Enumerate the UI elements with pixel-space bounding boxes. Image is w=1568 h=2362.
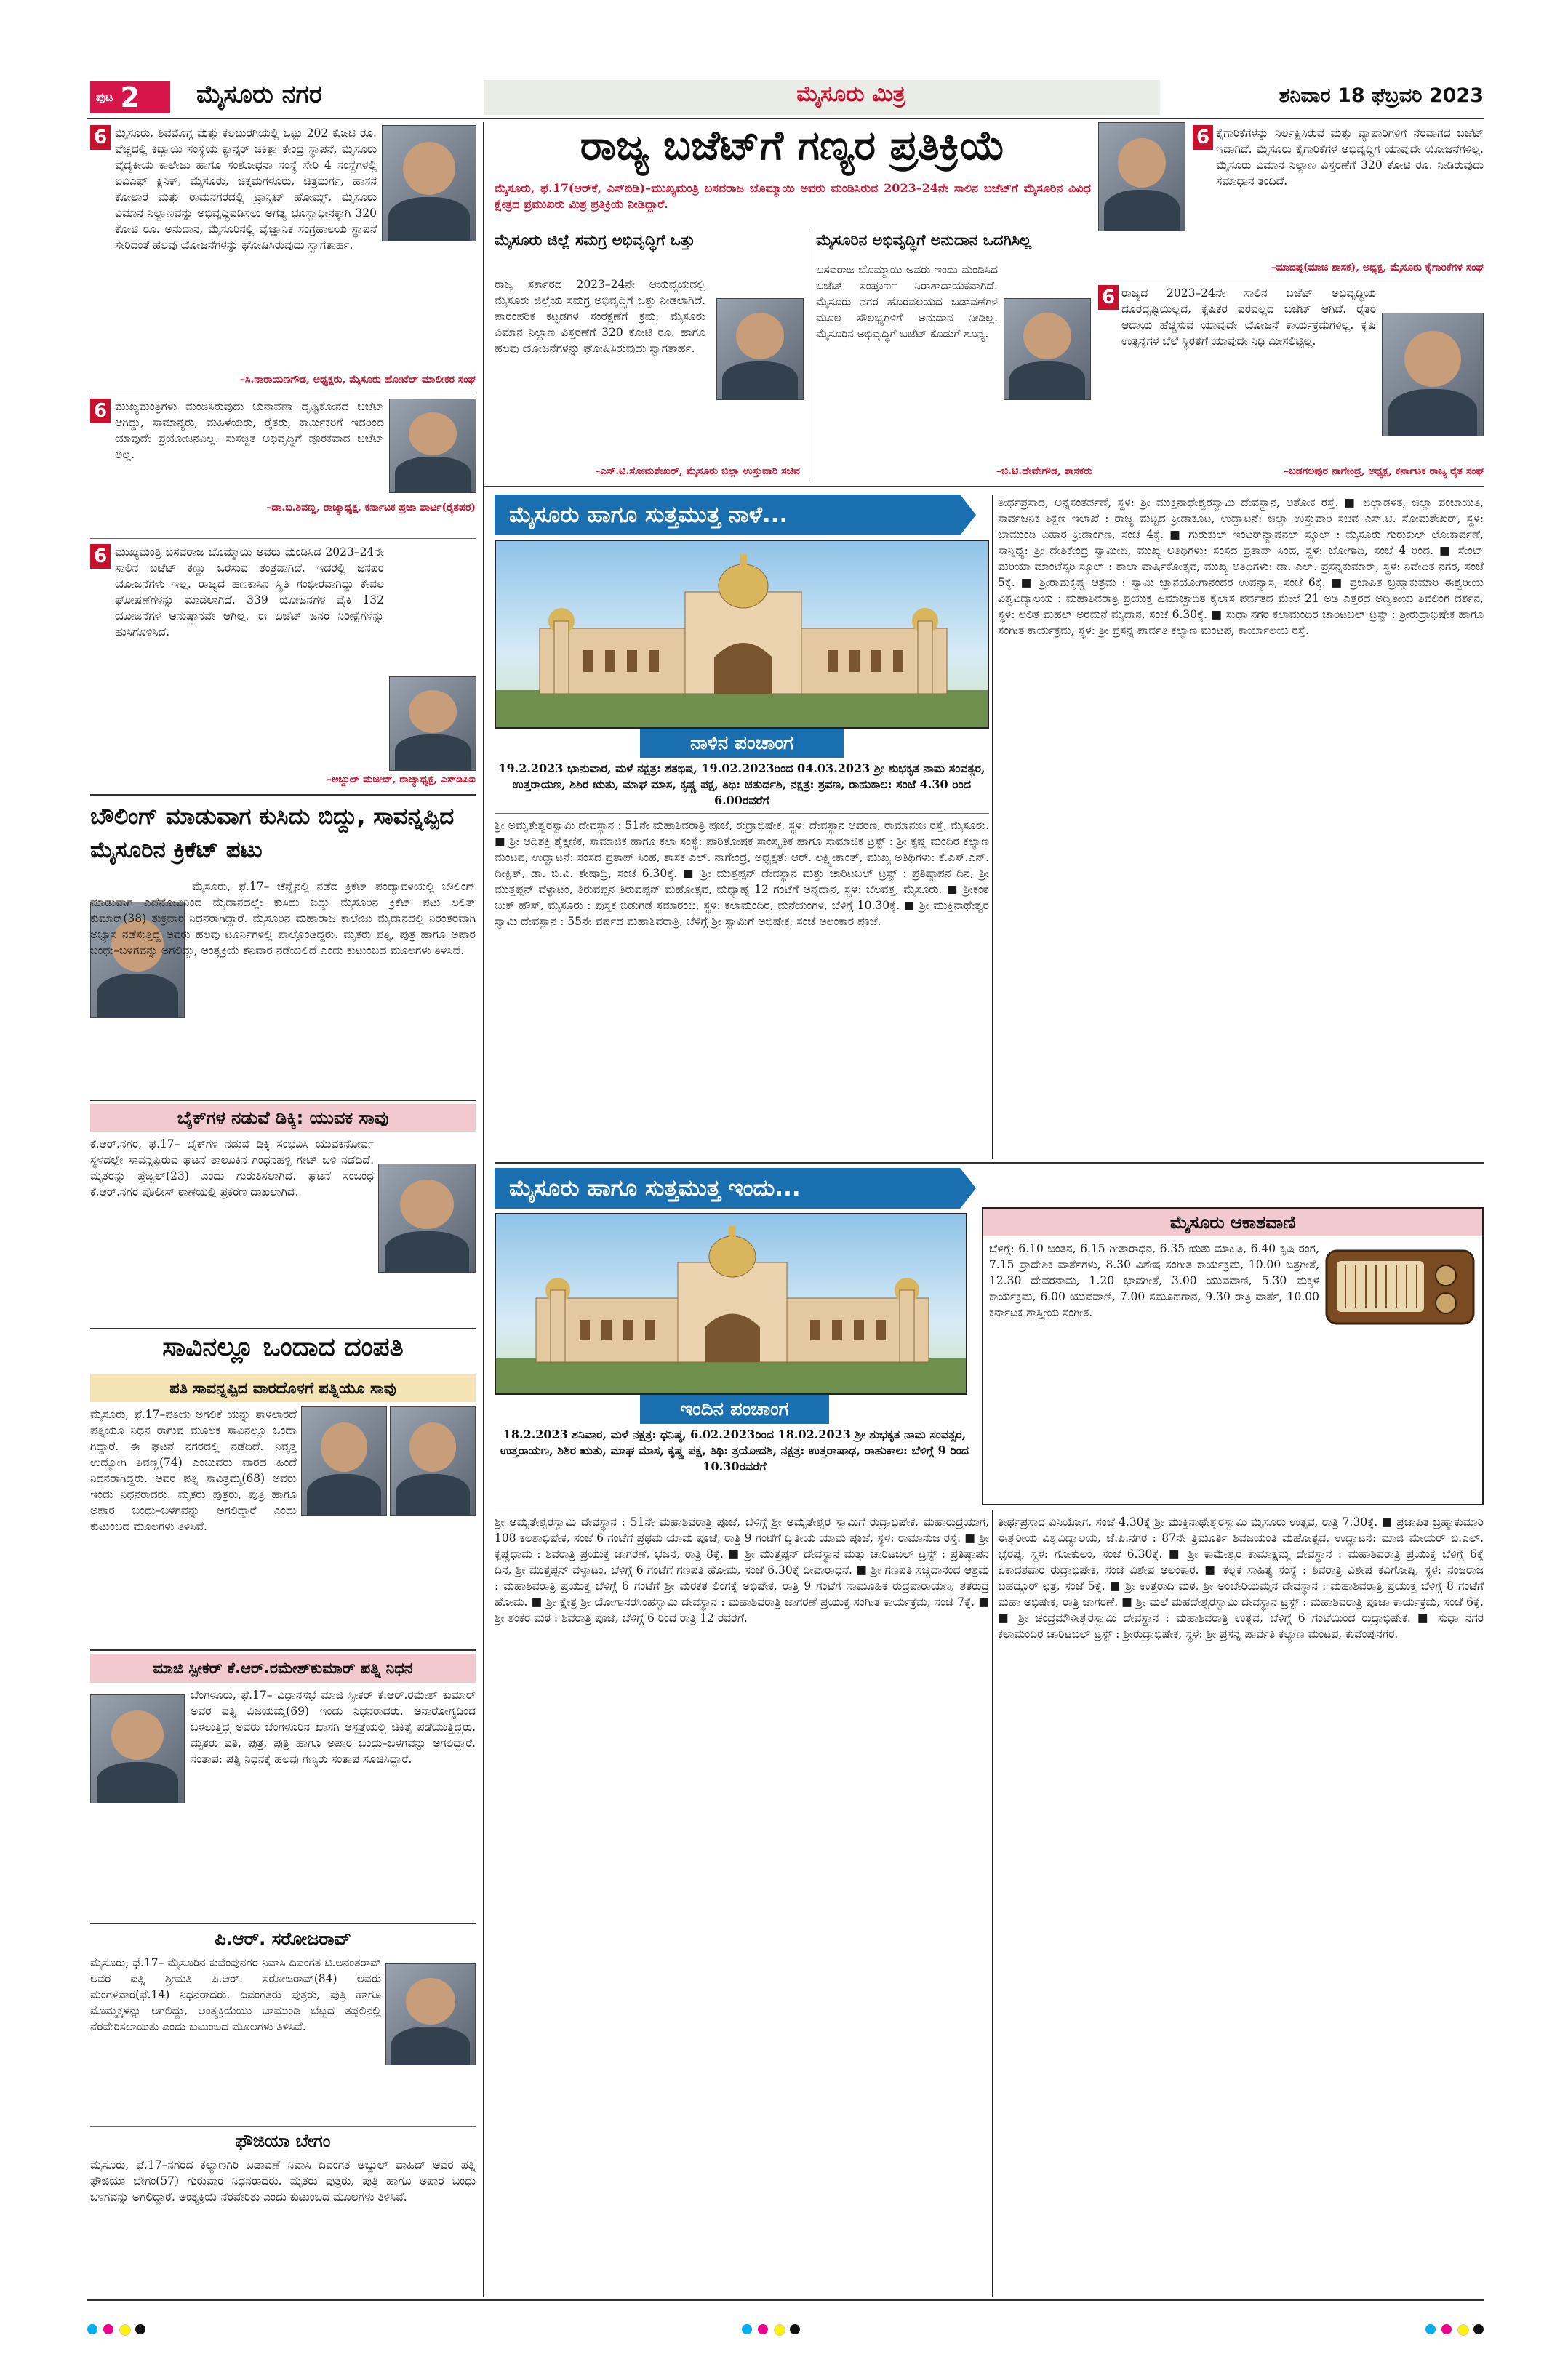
dropcap-5: 6 xyxy=(1098,285,1119,310)
page-number-badge xyxy=(90,81,170,113)
palace-illustration xyxy=(496,1214,967,1395)
registration-dot-black xyxy=(790,2324,800,2334)
obit1-headline: ಪಿ.ಆರ್. ಸರೋಜರಾವ್ xyxy=(215,1929,351,1949)
registration-dot-cyan xyxy=(87,2324,97,2334)
budget-right-sig-1: –ಮಾದಪ್ಪ(ಮಾಜಿ ಶಾಸಕ), ಅಧ್ಯಕ್ಷ, ಮೈಸೂರು ಕೈಗಾರಿಕೆಗಳ ಸಂಘ xyxy=(1271,262,1484,273)
palace-illustration xyxy=(496,541,989,729)
obit2-text: ಮೈಸೂರು, ಫೆ.17–ನಗರದ ಕಲ್ಯಾಣಗಿರಿ ಬಡಾವಣೆ ನಿವಾಸಿ ದಿವಂಗತ ಅಬ್ದುಲ್ ವಾಹಿದ್ ಅವರ ಪತ್ನಿ ಫೌಜಿಯಾ ಬೇಗಂ(57) ಗುರುವಾರ ನಿಧನರಾದರು. ಮೃತರು ಪುತ್ರರು, ಪುತ್ರಿ ಹಾಗೂ ಅಪಾರ ಬಂಧು ಬಳಗವನ್ನು ಅಗಲಿದ್ದಾರೆ. ಅಂತ್ಯಕ್ರಿಯೆ ನೆರವೇರಿತು ಎಂದು ಕುಟುಂಬದ ಮೂಲಗಳು ತಿಳಿಸಿವೆ. xyxy=(90,2158,476,2203)
budget-photo-2 xyxy=(389,399,476,493)
budget-left-sig-3: –ಅಬ್ದುಲ್ ಮಜೀದ್, ರಾಜ್ಯಾಧ್ಯಕ್ಷ, ಎಸ್‌ಡಿಪಿಐ xyxy=(327,774,476,785)
budget-right-text-1: ಕೈಗಾರಿಕೆಗಳನ್ನು ನಿರ್ಲಕ್ಷಿಸಿರುವ ಮತ್ತು ವ್ಯಾಪಾರಿಗಳಿಗೆ ನೆರವಾಗದ ಬಜೆಟ್ ಇದಾಗಿದೆ. ಮೈಸೂರು ಕೈಗಾರಿಕೆಗಳ ಅಭಿವೃದ್ಧಿಗೆ ಯಾವುದೇ ಯೋಜನೆಗಳಿಲ್ಲ. ಮೈಸೂರು ವಿಮಾನ ನಿಲ್ದಾಣ ವಿಸ್ತರಣೆಗೆ 320 ಕೋಟಿ ರೂ. ನೀಡಿರುವುದು ಸಮಾಧಾನ ತಂದಿದೆ. xyxy=(1216,127,1484,188)
divider xyxy=(90,794,476,796)
dropcap-4: 6 xyxy=(1193,125,1213,150)
registration-dot-yellow xyxy=(1457,2324,1469,2336)
tomorrow-panchanga-head: ನಾಳಿನ ಪಂಚಾಂಗ xyxy=(640,729,844,758)
budget-center1-text: ರಾಜ್ಯ ಸರ್ಕಾರದ 2023–24ನೇ ಆಯವ್ಯಯದಲ್ಲಿ ಮೈಸೂರು ಜಿಲ್ಲೆಯ ಸಮಗ್ರ ಅಭಿವೃದ್ಧಿಗೆ ಒತ್ತು ನೀಡಲಾಗಿದೆ. ಪಾರಂಪರಿಕ ಕಟ್ಟಡಗಳ ಸಂರಕ್ಷಣೆಗೆ ಕ್ರಮ, ಮೈಸೂರು ವಿಮಾನ ನಿಲ್ದಾಣ ವಿಸ್ತರಣೆಗೆ 320 ಕೋಟಿ ರೂ. ಹಾಗೂ ಹಲವು ಯೋಜನೆಗಳನ್ನು ಘೋಷಿಸಿರುವುದು ಸ್ವಾಗತಾರ್ಹ. xyxy=(495,278,705,355)
budget-left-text-1b xyxy=(382,247,476,371)
budget-headline: ರಾಜ್ಯ ಬಜೆಟ್‌ಗೆ ಗಣ್ಯರ ಪ್ರತಿಕ್ರಿಯೆ xyxy=(580,122,1006,169)
budget-left-text-1: ಮೈಸೂರು, ಶಿವಮೊಗ್ಗ ಮತ್ತು ಕಲಬುರಗಿಯಲ್ಲಿ ಒಟ್ಟು 202 ಕೋಟಿ ರೂ. ವೆಚ್ಚದಲ್ಲಿ ಕಿದ್ವಾಯಿ ಸಂಸ್ಥೆಯ ಕ್ಯಾನ್ಸರ್ ಚಿಕಿತ್ಸಾ ಕೇಂದ್ರ ಸ್ಥಾಪನೆ, ಮೈಸೂರು ವೈದ್ಯಕೀಯ ಕಾಲೇಜು ಹಾಗೂ ಸಂಶೋಧನಾ ಸಂಸ್ಥೆ ಸೇರಿ 4 ಸಂಸ್ಥೆಗಳಲ್ಲಿ ಐವಿಎಫ್ ಕ್ಲಿನಿಕ್, ಮೈಸೂರು, ಚಿಕ್ಕಮಗಳೂರು, ಚಿತ್ರದುರ್ಗ, ಹಾಸನ ಕೋಲಾರ ಮತ್ತು ರಾಮನಗರದಲ್ಲಿ ಟ್ರಾನ್ಸಿಟ್ ಹೋಮ್ಸ್, ಮೈಸೂರು ವಿಮಾನ ನಿಲ್ದಾಣವನ್ನು ಅಭಿವೃದ್ಧಿಪಡಿಸಲು ಅಗತ್ಯ ಭೂಸ್ವಾಧೀನಕ್ಕಾಗಿ 320 ಕೋಟಿ ರೂ. ಅನುದಾನ, ಮೈಸೂರಿನಲ್ಲಿ ವೈಜ್ಞಾನಿಕ ಸಂಗ್ರಹಾಲಯ ಸ್ಥಾಪನೆ ಸೇರಿದಂತೆ ಹಲವು ಯೋಜನೆಗಳನ್ನು ಘೋಷಿಸಿರುವುದು ಸ್ವಾಗತಾರ್ಹ. xyxy=(115,127,377,252)
registration-dot-magenta xyxy=(1441,2324,1452,2334)
radio-text: ಬೆಳಿಗ್ಗೆ: 6.10 ಚಿಂತನ, 6.15 ಗೀತಾರಾಧನ, 6.35 ಋತು ಮಾಹಿತಿ, 6.40 ಕೃಷಿ ರಂಗ, 7.15 ಪ್ರಾದೇಶಿಕ ವಾರ್ತೆಗಳು, 8.30 ವಿಶೇಷ ಸಂಗೀತ ಕಾರ್ಯಕ್ರಮ, 10.00 ಚಿತ್ರಗೀತೆ, 12.30 ದೇವರನಾಮ, 1.20 ಭಾವಗೀತೆ, 3.00 ಯುವವಾಣಿ, 5.30 ಮಕ್ಕಳ ಕಾರ್ಯಕ್ರಮ, 6.00 ಯುವವಾಣಿ, 7.00 ಸಮೂಹಗಾನ, 9.30 ರಾತ್ರಿ ವಾರ್ತೆ, 10.00 ಕರ್ನಾಟಕ ಶಾಸ್ತ್ರೀಯ ಸಂಗೀತ. xyxy=(989,1242,1319,1319)
couple-photo-wife xyxy=(390,1406,476,1516)
today-banner-label: ಮೈಸೂರು ಹಾಗೂ ಸುತ್ತಮುತ್ತ ಇಂದು... xyxy=(509,1174,801,1201)
registration-dot-cyan xyxy=(742,2324,752,2334)
dropcap-1: 6 xyxy=(90,125,111,150)
dropcap-3: 6 xyxy=(90,544,111,569)
budget-photo-3 xyxy=(389,676,476,771)
tomorrow-panchanga-text: 19.2.2023 ಭಾನುವಾರ, ಮಳೆ ನಕ್ಷತ್ರ: ಶತಭಿಷ, 19.02.2023ರಿಂದ 04.03.2023 ಶ್ರೀ ಶುಭಕೃತ ನಾಮ ಸಂವತ್ಸರ, ಉತ್ತರಾಯಣ, ಶಿಶಿರ ಋತು, ಮಾಘ ಮಾಸ, ಕೃಷ್ಣ ಪಕ್ಷ, ತಿಥಿ: ಚತುರ್ದಶಿ, ನಕ್ಷತ್ರ: ಶ್ರವಣ, ರಾಹುಕಾಲ: ಸಂಜೆ 4.30 ರಿಂದ 6.00ರವರೆಗೆ xyxy=(498,761,985,807)
budget-photo-left-top xyxy=(1098,122,1185,231)
issue-date: ಶನಿವಾರ 18 ಫೆಬ್ರವರಿ 2023 xyxy=(1279,84,1484,107)
tomorrow-banner xyxy=(495,495,960,535)
vertical-divider xyxy=(992,495,993,1159)
divider xyxy=(90,1100,476,1101)
budget-intro: ಮೈಸೂರು, ಫೆ.17(ಆರ್‌ಕೆ, ಎಸ್‌ಬಿಡಿ)–ಮುಖ್ಯಮಂತ್ರಿ ಬಸವರಾಜ ಬೊಮ್ಮಾಯಿ ಅವರು ಮಂಡಿಸಿರುವ 2023–24ನೇ ಸಾಲಿನ ಬಜೆಟ್‌ಗೆ ಮೈಸೂರಿನ ವಿವಿಧ ಕ್ಷೇತ್ರದ ಪ್ರಮುಖರು ಮಿಶ್ರ ಪ್ರತಿಕ್ರಿಯೆ ನೀಡಿದ್ದಾರೆ. xyxy=(495,181,1091,211)
registration-dot-yellow xyxy=(119,2324,131,2336)
cricket-headline: ಬೌಲಿಂಗ್ ಮಾಡುವಾಗ ಕುಸಿದು ಬಿದ್ದು, ಸಾವನ್ನಪ್ಪಿದ ಮೈಸೂರಿನ ಕ್ರಿಕೆಟ್ ಪಟು xyxy=(90,804,455,863)
radio-icon xyxy=(1324,1244,1476,1331)
divider xyxy=(484,486,1484,487)
speaker-text: ಬೆಂಗಳೂರು, ಫೆ.17– ವಿಧಾನಸಭೆ ಮಾಜಿ ಸ್ಪೀಕರ್ ಕೆ.ಆರ್.ರಮೇಶ್ ಕುಮಾರ್ ಅವರ ಪತ್ನಿ ವಿಜಯಮ್ಮ(69) ಇಂದು ನಿಧನರಾದರು. ಅನಾರೋಗ್ಯದಿಂದ ಬಳಲುತ್ತಿದ್ದ ಅವರು ಬೆಂಗಳೂರಿನ ಖಾಸಗಿ ಆಸ್ಪತ್ರೆಯಲ್ಲಿ ಚಿಕಿತ್ಸೆ ಪಡೆಯುತ್ತಿದ್ದರು. ಮೃತರು ಪತಿ, ಪುತ್ರ, ಪುತ್ರಿ ಹಾಗೂ ಅಪಾರ ಬಂಧು–ಬಳಗವನ್ನು ಅಗಲಿದ್ದಾರೆ. ಸಂತಾಪ: ಪತ್ನಿ ನಿಧನಕ್ಕೆ ಹಲವು ಗಣ್ಯರು ಸಂತಾಪ ಸೂಚಿಸಿದ್ದಾರೆ. xyxy=(191,1689,476,1766)
budget-left-text-3: ಮುಖ್ಯಮಂತ್ರಿ ಬಸವರಾಜ ಬೊಮ್ಮಾಯಿ ಅವರು ಮಂಡಿಸಿದ 2023–24ನೇ ಸಾಲಿನ ಬಜೆಟ್ ಕಣ್ಣು ಒರೆಸುವ ತಂತ್ರವಾಗಿದೆ. ಇದರಲ್ಲಿ ಜನಪರ ಯೋಜನೆಗಳು ಇಲ್ಲ. ರಾಜ್ಯದ ಹಣಕಾಸಿನ ಸ್ಥಿತಿ ಗಂಭೀರವಾಗಿದ್ದು ಕೇವಲ ಘೋಷಣೆಗಳನ್ನು ಮಾಡಲಾಗಿದೆ. 339 ಯೋಜನೆಗಳ ಪೈಕಿ 132 ಯೋಜನೆಗಳ ಅನುಷ್ಠಾನವೇ ಆಗಿಲ್ಲ. ಈ ಬಜೆಟ್ ಜನರ ನಿರೀಕ್ಷೆಗಳನ್ನು ಹುಸಿಗೊಳಿಸಿದೆ. xyxy=(115,545,384,638)
budget-left-sig-1: –ಸಿ.ನಾರಾಯಣಗೌಡ, ಅಧ್ಯಕ್ಷರು, ಮೈಸೂರು ಹೋಟೆಲ್ ಮಾಲೀಕರ ಸಂಘ xyxy=(240,374,476,385)
budget-right-text-2: ರಾಜ್ಯದ 2023–24ನೇ ಸಾಲಿನ ಬಜೆಟ್ ಅಭಿವೃದ್ಧಿಯ ದೂರದೃಷ್ಟಿಯಿಲ್ಲದ, ಕೃಷಿಕರ ಪರವಲ್ಲದ ಬಜೆಟ್ ಆಗಿದೆ. ರೈತರ ಆದಾಯ ಹೆಚ್ಚಿಸುವ ಯಾವುದೇ ಯೋಜನೆ ಕಾರ್ಯಕ್ರಮಗಳಿಲ್ಲ. ಕೃಷಿ ಉತ್ಪನ್ನಗಳ ಬೆಲೆ ಸ್ಥಿರತೆಗೆ ಯಾವುದೇ ನಿಧಿ ಮೀಸಲಿಟ್ಟಿಲ್ಲ. xyxy=(1121,287,1376,348)
budget-center1-sig: –ಎಸ್.ಟಿ.ಸೋಮಶೇಖರ್, ಮೈಸೂರು ಜಿಲ್ಲಾ ಉಸ್ತುವಾರಿ ಸಚಿವ xyxy=(595,465,800,477)
accident-text: ಕೆ.ಆರ್.ನಗರ, ಫೆ.17– ಬೈಕ್‌ಗಳ ನಡುವೆ ಡಿಕ್ಕಿ ಸಂಭವಿಸಿ ಯುವಕನೋರ್ವ ಸ್ಥಳದಲ್ಲೇ ಸಾವನ್ನಪ್ಪಿರುವ ಘಟನೆ ತಾಲೂಕಿನ ಗಂಧನಹಳ್ಳಿ ಗೇಟ್ ಬಳಿ ನಡೆದಿದೆ. ಮೃತರನ್ನು ಪ್ರಜ್ವಲ್(23) ಎಂದು ಗುರುತಿಸಲಾಗಿದೆ. ಘಟನೆ ಸಂಬಂಧ ಕೆ.ಆರ್.ನಗರ ಪೊಲೀಸ್ ಠಾಣೆಯಲ್ಲಿ ಪ್ರಕರಣ ದಾಖಲಾಗಿದೆ. xyxy=(90,1137,374,1198)
obit2-headline: ಫೌಜಿಯಾ ಬೇಗಂ xyxy=(235,2131,331,2151)
page-number: 2 xyxy=(120,81,140,113)
radio-headline: ಮೈಸೂರು ಆಕಾಶವಾಣಿ xyxy=(983,1209,1482,1236)
tomorrow-banner-label: ಮೈಸೂರು ಹಾಗೂ ಸುತ್ತಮುತ್ತ ನಾಳೆ... xyxy=(509,501,788,528)
today-panchanga-text: 18.2.2023 ಶನಿವಾರ, ಮಳೆ ನಕ್ಷತ್ರ: ಧನಿಷ್ಠ, 6.02.2023ರಿಂದ 18.02.2023 ಶ್ರೀ ಶುಭಕೃತ ನಾಮ ಸಂವತ್ಸರ, ಉತ್ತರಾಯಣ, ಶಿಶಿರ ಋತು, ಮಾಘ ಮಾಸ, ಕೃಷ್ಣ ಪಕ್ಷ, ತಿಥಿ: ತ್ರಯೋದಶಿ, ನಕ್ಷತ್ರ: ಉತ್ತರಾಷಾಢ, ರಾಹುಕಾಲ: ಬೆಳಿಗ್ಗೆ 9 ರಿಂದ 10.30ರವರೆಗೆ xyxy=(500,1428,969,1473)
section-title: ಮೈಸೂರು ನಗರ xyxy=(196,80,322,109)
masthead-rule xyxy=(87,118,1484,119)
couple-headline: ಸಾವಿನಲ್ಲೂ ಒಂದಾದ ದಂಪತಿ xyxy=(162,1332,404,1362)
divider xyxy=(90,2126,476,2127)
budget-left-text-2: ಮುಖ್ಯಮಂತ್ರಿಗಳು ಮಂಡಿಸಿರುವುದು ಚುನಾವಣಾ ದೃಷ್ಟಿಕೋನದ ಬಜೆಟ್ ಆಗಿದ್ದು, ಸಾಮಾನ್ಯರು, ಮಹಿಳೆಯರು, ರೈತರು, ಕಾರ್ಮಿಕರಿಗೆ ಇದರಿಂದ ಯಾವುದೇ ಪ್ರಯೋಜನವಿಲ್ಲ. ಸುಸಜ್ಜಿತ ಅಭಿವೃದ್ಧಿಗೆ ಪೂರಕವಾದ ಬಜೆಟ್ ಅಲ್ಲ. xyxy=(115,400,384,461)
column-divider xyxy=(483,122,484,2297)
budget-center2-text: ಬಸವರಾಜ ಬೊಮ್ಮಾಯಿ ಅವರು ಇಂದು ಮಂಡಿಸಿದ ಬಜೆಟ್ ಸಂಪೂರ್ಣ ನಿರಾಶಾದಾಯಕವಾಗಿದೆ. ಮೈಸೂರು ನಗರ ಹೊರವಲಯದ ಬಡಾವಣೆಗಳ ಮೂಲ ಸೌಲಭ್ಯಗಳಿಗೆ ಅನುದಾನ ನೀಡಿಲ್ಲ. ಮೈಸೂರಿನ ಅಭಿವೃದ್ಧಿಗೆ ಬಜೆಟ್ ಕೊಡುಗೆ ಶೂನ್ಯ. xyxy=(816,263,998,340)
budget-right-sig-2: –ಬಡಗಲಪುರ ನಾಗೇಂದ್ರ, ಅಧ್ಯಕ್ಷ, ಕರ್ನಾಟಕ ರಾಜ್ಯ ರೈತ ಸಂಘ xyxy=(1284,465,1484,477)
speaker-photo xyxy=(90,1694,185,1803)
page-label: ಪುಟ xyxy=(96,90,113,104)
page-bottom-rule xyxy=(87,2299,1484,2301)
today-palace-image xyxy=(495,1213,967,1395)
today-left-events: ಶ್ರೀ ಅಮೃತೇಶ್ವರಸ್ವಾಮಿ ದೇವಸ್ಥಾನ : 51ನೇ ಮಹಾಶಿವರಾತ್ರಿ ಪೂಜೆ, ಬೆಳಿಗ್ಗೆ ಶ್ರೀ ಅಮೃತೇಶ್ವರ ಸ್ವಾಮಿಗೆ ರುದ್ರಾಭಿಷೇಕ, ಮಹಾರುದ್ರಯಾಗ, 108 ಕಲಶಾಭಿಷೇಕ, ಸಂಜೆ 6 ಗಂಟೆಗೆ ಪ್ರಥಮ ಯಾಮ ಪೂಜೆ, ರಾತ್ರಿ 9 ಗಂಟೆಗೆ ದ್ವಿತೀಯ ಯಾಮ ಪೂಜೆ, ಸ್ಥಳ: ರಾಮಾನುಜ ರಸ್ತೆ. ■ ಶ್ರೀ ಕೃಷ್ಣಧಾಮ : ಶಿವರಾತ್ರಿ ಪ್ರಯುಕ್ತ ಜಾಗರಣೆ, ಭಜನೆ, ರಾತ್ರಿ 8ಕ್ಕೆ. ■ ಶ್ರೀ ಮುತ್ತಪ್ಪನ್ ದೇವಸ್ಥಾನ ಮತ್ತು ಚಾರಿಟಬಲ್ ಟ್ರಸ್ಟ್ : ಪ್ರತಿಷ್ಠಾಪನ ದಿನ, ಶ್ರೀ ಮುತ್ತಪ್ಪನ್ ವೆಳ್ಳಾಟಂ, ಬೆಳಿಗ್ಗೆ 6 ಗಂಟೆಗೆ ಗಣಪತಿ ಹೋಮ, ಸಂಜೆ 6.30ಕ್ಕೆ ದೀಪಾರಾಧನೆ. ■ ಶ್ರೀ ಗಣಪತಿ ಸಚ್ಚಿದಾನಂದ ಆಶ್ರಮ : ಮಹಾಶಿವರಾತ್ರಿ ಪ್ರಯುಕ್ತ ಬೆಳಿಗ್ಗೆ 6 ಗಂಟೆಗೆ ಶ್ರೀ ಮರಕತ ಲಿಂಗಕ್ಕೆ ಅಭಿಷೇಕ, ರಾತ್ರಿ 9 ಗಂಟೆಗೆ ಸಾಮೂಹಿಕ ರುದ್ರಪಾರಾಯಣ, ಶತರುದ್ರ ಹೋಮ. ■ ಶ್ರೀ ಕ್ಷೇತ್ರ ಶ್ರೀ ಯೋಗಾನರಸಿಂಹಸ್ವಾಮಿ ದೇವಸ್ಥಾನ : ಮಹಾಶಿವರಾತ್ರಿ ಜಾಗರಣೆ ಪ್ರಯುಕ್ತ ಸಂಗೀತ ಕಾರ್ಯಕ್ರಮ, ಸಂಜೆ 7ಕ್ಕೆ. ■ ಶ್ರೀ ಶಂಕರ ಮಠ : ಶಿವರಾತ್ರಿ ಪೂಜೆ, ಬೆಳಿಗ್ಗೆ 6 ರಿಂದ ರಾತ್ರಿ 12 ರವರೆಗೆ. xyxy=(495,1516,989,1625)
registration-dot-magenta xyxy=(758,2324,768,2334)
budget-left-sig-2: –ಡಾ.ಬಿ.ಶಿವಣ್ಣ, ರಾಜ್ಯಾಧ್ಯಕ್ಷ, ಕರ್ನಾಟಕ ಪ್ರಜಾ ಪಾರ್ಟಿ(ರೈತಪರ) xyxy=(266,502,476,513)
budget-center1-head: ಮೈಸೂರು ಜಿಲ್ಲೆ ಸಮಗ್ರ ಅಭಿವೃದ್ಧಿಗೆ ಒತ್ತು xyxy=(495,231,695,249)
accident-headline: ಬೈಕ್‌ಗಳ ನಡುವೆ ಡಿಕ್ಕಿ: ಯುವಕ ಸಾವು xyxy=(90,1104,476,1132)
obit1-text: ಮೈಸೂರು, ಫೆ.17– ಮೈಸೂರಿನ ಕುವೆಂಪುನಗರ ನಿವಾಸಿ ದಿವಂಗತ ಟಿ.ಅನಂತರಾವ್ ಅವರ ಪತ್ನಿ ಶ್ರೀಮತಿ ಪಿ.ಆರ್. ಸರೋಜರಾವ್(84) ಅವರು ಮಂಗಳವಾರ(ಫೆ.14) ನಿಧನರಾದರು. ದಿವಂಗತರು ಪುತ್ರರು, ಪುತ್ರಿ ಹಾಗೂ ಮೊಮ್ಮಕ್ಕಳನ್ನು ಅಗಲಿದ್ದು, ಅಂತ್ಯಕ್ರಿಯೆಯು ಚಾಮುಂಡಿ ಬೆಟ್ಟದ ತಪ್ಪಲಿನಲ್ಲಿ ನೆರವೇರಿಸಲಾಯಿತು ಎಂದು ಕುಟುಂಬದ ಮೂಲಗಳು ತಿಳಿಸಿವೆ. xyxy=(90,1956,381,2033)
couple-text: ಮೈಸೂರು, ಫೆ.17–ಪತಿಯ ಅಗಲಿಕೆ ಯನ್ನು ತಾಳಲಾರದೆ ಪತ್ನಿಯೂ ನಿಧನ ರಾಗುವ ಮೂಲಕ ಸಾವಿನಲ್ಲೂ ಒಂದಾ ಗಿದ್ದಾರೆ. ಈ ಘಟನೆ ನಗರದಲ್ಲಿ ನಡೆದಿದೆ. ನಿವೃತ್ತ ಉದ್ಯೋಗಿ ಶಿವಣ್ಣ(74) ಎಂಬುವರು ವಾರದ ಹಿಂದೆ ನಿಧನರಾಗಿದ್ದರು. ಅವರ ಪತ್ನಿ ಸಾವಿತ್ರಮ್ಮ(68) ಅವರು ಇಂದು ನಿಧನರಾದರು. ಮೃತರು ಪುತ್ರರು, ಪುತ್ರಿ ಹಾಗೂ ಅಪಾರ ಬಂಧು–ಬಳಗವನ್ನು ಅಗಲಿದ್ದಾರೆ ಎಂದು ಕುಟುಂಬದ ಮೂಲಗಳು ತಿಳಿಸಿವೆ. xyxy=(90,1408,297,1533)
registration-dot-cyan xyxy=(1425,2324,1436,2334)
speaker-headline: ಮಾಜಿ ಸ್ಪೀಕರ್ ಕೆ.ಆರ್.ರಮೇಶ್‌ಕುಮಾರ್ ಪತ್ನಿ ನಿಧನ xyxy=(90,1654,476,1683)
registration-dot-yellow xyxy=(774,2324,785,2336)
registration-dot-magenta xyxy=(103,2324,113,2334)
divider xyxy=(90,1923,476,1924)
obit1-photo xyxy=(385,1963,476,2065)
today-panchanga-head: ಇಂದಿನ ಪಂಚಾಂಗ xyxy=(640,1395,829,1424)
divider xyxy=(90,1649,476,1651)
paper-name: ಮೈಸೂರು ಮಿತ್ರ xyxy=(796,81,905,107)
budget-center2-head: ಮೈಸೂರಿನ ಅಭಿವೃದ್ಧಿಗೆ ಅನುದಾನ ಒದಗಿಸಿಲ್ಲ xyxy=(816,231,1032,249)
tomorrow-right-events: ತೀರ್ಥಪ್ರಸಾದ, ಅನ್ನಸಂತರ್ಪಣೆ, ಸ್ಥಳ: ಶ್ರೀ ಮುಕ್ತಿನಾಥೇಶ್ವರಸ್ವಾಮಿ ದೇವಸ್ಥಾನ, ಅಶೋಕ ರಸ್ತೆ. ■ ಜಿಲ್ಲಾಡಳಿತ, ಜಿಲ್ಲಾ ಪಂಚಾಯಿತಿ, ಸಾರ್ವಜನಿಕ ಶಿಕ್ಷಣ ಇಲಾಖೆ : ರಾಜ್ಯ ಮಟ್ಟದ ಕ್ರೀಡಾಕೂಟ, ಉದ್ಘಾಟನೆ: ಜಿಲ್ಲಾ ಉಸ್ತುವಾರಿ ಸಚಿವ ಎಸ್.ಟಿ. ಸೋಮಶೇಖರ್, ಸ್ಥಳ: ಚಾಮುಂಡಿ ವಿಹಾರ ಕ್ರೀಡಾಂಗಣ, ಸಂಜೆ 4ಕ್ಕೆ. ■ ಗುರುಕುಲ್ ಇಂಟರ್‌ನ್ಯಾಷನಲ್ ಸ್ಕೂಲ್ : ಮೈಸೂರು ಗುರುಕುಲ್ ಲೋಕಾರ್ಪಣೆ, ಸಾನ್ನಿಧ್ಯ: ಶ್ರೀ ದೇಶಿಕೇಂದ್ರ ಸ್ವಾಮೀಜಿ, ಮುಖ್ಯ ಅತಿಥಿಗಳು: ಸಂಸದ ಪ್ರತಾಪ್ ಸಿಂಹ, ಸ್ಥಳ: ಬೋಗಾದಿ, ಸಂಜೆ 4 ರಿಂದ. ■ ಸೇಂಟ್ ಮರಿಯಾ ಮಾಂಟೆಸ್ಸರಿ ಸ್ಕೂಲ್ : ಶಾಲಾ ವಾರ್ಷಿಕೋತ್ಸವ, ಮುಖ್ಯ ಅತಿಥಿಗಳು: ಡಾ. ಎಲ್. ಪ್ರಸನ್ನಕುಮಾರ್, ಸ್ಥಳ: ನಿವೇದಿತ ನಗರ, ಸಂಜೆ 5ಕ್ಕೆ. ■ ಶ್ರೀರಾಮಕೃಷ್ಣ ಆಶ್ರಮ : ಸ್ವಾಮಿ ಜ್ಞಾನಯೋಗಾನಂದರ ಉಪನ್ಯಾಸ, ಸಂಜೆ 6ಕ್ಕೆ. ■ ಪ್ರಜಾಪಿತ ಬ್ರಹ್ಮಾಕುಮಾರಿ ಈಶ್ವರೀಯ ವಿಶ್ವವಿದ್ಯಾಲಯ : ಮಹಾಶಿವರಾತ್ರಿ ಪ್ರಯುಕ್ತ ಹಿಮಾಚ್ಛಾದಿತ ಕೈಲಾಸ ಪರ್ವತದ ಮೇಲೆ 21 ಅಡಿ ಎತ್ತರದ ಅದ್ವಿತೀಯ ಶಿವಲಿಂಗ ದರ್ಶನ, ಸ್ಥಳ: ಲಲಿತ ಮಹಲ್ ಅರಮನೆ ಮೈದಾನ, ಸಂಜೆ 6.30ಕ್ಕೆ. ■ ಸುಧಾ ನಗರ ಕಲಾಮಂದಿರ ಚಾರಿಟಬಲ್ ಟ್ರಸ್ಟ್ : ಶ್ರೀರುದ್ರಾಭಿಷೇಕ ಹಾಗೂ ಸಂಗೀತ ಕಾರ್ಯಕ್ರಮ, ಸ್ಥಳ: ಶ್ರೀ ಪ್ರಸನ್ನ ಪಾರ್ವತಿ ಕಲ್ಯಾಣ ಮಂಟಪ, ಕಾರ್ಯಾಲಯ ರಸ್ತೆ. xyxy=(998,496,1484,637)
divider xyxy=(90,1328,476,1329)
today-right-events: ತೀರ್ಥಪ್ರಸಾದ ವಿನಿಯೋಗ, ಸಂಜೆ 4.30ಕ್ಕೆ ಶ್ರೀ ಮುಕ್ತಿನಾಥೇಶ್ವರಸ್ವಾಮಿ ಮೈಸೂರು ಉತ್ಸವ, ರಾತ್ರಿ 7.30ಕ್ಕೆ. ■ ಪ್ರಜಾಪಿತ ಬ್ರಹ್ಮಾಕುಮಾರಿ ಈಶ್ವರೀಯ ವಿಶ್ವವಿದ್ಯಾಲಯ, ಜೆ.ಪಿ.ನಗರ : 87ನೇ ತ್ರಿಮೂರ್ತಿ ಶಿವಜಯಂತಿ ಮಹೋತ್ಸವ, ಉದ್ಘಾಟನೆ: ಮಾಜಿ ಮೇಯರ್ ಬಿ.ಎಲ್. ಭೈರಪ್ಪ, ಸ್ಥಳ: ಗೋಕುಲಂ, ಸಂಜೆ 6.30ಕ್ಕೆ. ■ ಶ್ರೀ ಕಾಮೇಶ್ವರ ಕಾಮಾಕ್ಷಮ್ಮ ದೇವಸ್ಥಾನ : ಮಹಾಶಿವರಾತ್ರಿ ಪ್ರಯುಕ್ತ ಬೆಳಿಗ್ಗೆ 6ಕ್ಕೆ ಏಕಾದಶವಾರ ರುದ್ರಾಭಿಷೇಕ, ಸಂಜೆ ವಿಶೇಷ ಅಲಂಕಾರ. ■ ಕಲ್ಪಕ ಸಾಹಿತ್ಯ ಸಂಸ್ಥೆ : ಶಿವರಾತ್ರಿ ವಿಶೇಷ ಕವಿಗೋಷ್ಠಿ, ಸ್ಥಳ: ನಂಜರಾಜ ಬಹದ್ದೂರ್ ಛತ್ರ, ಸಂಜೆ 5ಕ್ಕೆ. ■ ಶ್ರೀ ಉತ್ತರಾದಿ ಮಠ, ಶ್ರೀ ಅಂಬೇರಿಯಮ್ಮನ ದೇವಸ್ಥಾನ : ಮಹಾಶಿವರಾತ್ರಿ ಪ್ರಯುಕ್ತ ಬೆಳಿಗ್ಗೆ 8 ಗಂಟೆಗೆ ಮಹಾ ಅಭಿಷೇಕ, ರಾತ್ರಿ ಜಾಗರಣೆ. ■ ಶ್ರೀ ಮಲೆ ಮಹದೇಶ್ವರಸ್ವಾಮಿ ದೇವಸ್ಥಾನ ಟ್ರಸ್ಟ್ : ಮಹಾಶಿವರಾತ್ರಿ ಪೂಜಾ ಕಾರ್ಯಕ್ರಮ, ಸಂಜೆ 6ಕ್ಕೆ. ■ ಶ್ರೀ ಚಂದ್ರಮೌಳೀಶ್ವರಸ್ವಾಮಿ ದೇವಸ್ಥಾನ : ಮಹಾಶಿವರಾತ್ರಿ ಉತ್ಸವ, ಬೆಳಿಗ್ಗೆ 6 ಗಂಟೆಯಿಂದ ರುದ್ರಾಭಿಷೇಕ. ■ ಸುಧಾ ನಗರ ಕಲಾಮಂದಿರ ಚಾರಿಟಬಲ್ ಟ್ರಸ್ಟ್ : ಶ್ರೀರುದ್ರಾಭಿಷೇಕ, ಸ್ಥಳ: ಶ್ರೀ ಪ್ರಸನ್ನ ಪಾರ್ವತಿ ಕಲ್ಯಾಣ ಮಂಟಪ, ಕುವೆಂಪುನಗರ. xyxy=(998,1516,1484,1641)
budget-photo-center-2 xyxy=(1004,298,1091,400)
registration-dot-black xyxy=(135,2324,145,2334)
cricket-text: ಮೈಸೂರು, ಫೆ.17– ಚೆನ್ನೈನಲ್ಲಿ ನಡೆದ ಕ್ರಿಕೆಟ್ ಪಂದ್ಯಾವಳಿಯಲ್ಲಿ ಬೌಲಿಂಗ್ ಮಾಡುವಾಗ ಎದೆನೋವಿನಿಂದ ಮೈದಾನದಲ್ಲೇ ಕುಸಿದು ಬಿದ್ದು ಮೈಸೂರಿನ ಕ್ರಿಕೆಟ್ ಪಟು ಲಲಿತ್ ಕುಮಾರ್(38) ಶುಕ್ರವಾರ ನಿಧನರಾಗಿದ್ದಾರೆ. ಮೈಸೂರಿನ ಮಹಾರಾಜ ಕಾಲೇಜು ಮೈದಾನದಲ್ಲಿ ನಿರಂತರವಾಗಿ ಅಭ್ಯಾಸ ನಡೆಸುತ್ತಿದ್ದ ಅವರು ಹಲವು ಟೂರ್ನಿಗಳಲ್ಲಿ ಪಾಲ್ಗೊಂಡಿದ್ದರು. ಮೃತರು ಪತ್ನಿ, ಪುತ್ರ ಹಾಗೂ ಅಪಾರ ಬಂಧು–ಬಳಗವನ್ನು ಅಗಲಿದ್ದು, ಅಂತ್ಯಕ್ರಿಯೆ ಶನಿವಾರ ನಡೆಯಲಿದೆ ಎಂದು ಕುಟುಂಬದ ಮೂಲಗಳು ತಿಳಿಸಿವೆ. xyxy=(90,880,476,957)
budget-photo-center-1 xyxy=(716,298,804,400)
tomorrow-left-events: ಶ್ರೀ ಅಮೃತೇಶ್ವರಸ್ವಾಮಿ ದೇವಸ್ಥಾನ : 51ನೇ ಮಹಾಶಿವರಾತ್ರಿ ಪೂಜೆ, ರುದ್ರಾಭಿಷೇಕ, ಸ್ಥಳ: ದೇವಸ್ಥಾನ ಆವರಣ, ರಾಮಾನುಜ ರಸ್ತೆ, ಮೈಸೂರು. ■ ಶ್ರೀ ಆದಿಶಕ್ತಿ ಶೈಕ್ಷಣಿಕ, ಸಾಮಾಜಿಕ ಹಾಗೂ ಕಲಾ ಸಂಸ್ಥೆ: ಪಾರಿತೋಷಕ ಸಾಂಸ್ಕೃತಿಕ ಹಾಗೂ ಸಾಮಾಜಿಕ ಟ್ರಸ್ಟ್ : ಶ್ರೀ ಕೃಷ್ಣ ಮಂದಿರ ಕಲ್ಯಾಣ ಮಂಟಪ, ಉದ್ಘಾಟನೆ: ಸಂಸದ ಪ್ರತಾಪ್ ಸಿಂಹ, ಶಾಸಕ ಎಲ್. ನಾಗೇಂದ್ರ, ಅಧ್ಯಕ್ಷತೆ: ಆರ್. ಲಕ್ಷ್ಮೀಕಾಂತ್, ಮುಖ್ಯ ಅತಿಥಿಗಳು: ಕೆ.ಎಸ್.ಎನ್. ದೀಕ್ಷಿತ್, ಡಾ. ಬಿ.ವಿ. ಶೇಷಾದ್ರಿ, ಸಂಜೆ 6.30ಕ್ಕೆ. ■ ಶ್ರೀ ಮುತ್ತಪ್ಪನ್ ದೇವಸ್ಥಾನ ಮತ್ತು ಚಾರಿಟಬಲ್ ಟ್ರಸ್ಟ್ : ಪ್ರತಿಷ್ಠಾಪನ ದಿನ, ಶ್ರೀ ಮುತ್ತಪ್ಪನ್ ವೆಳ್ಳಾಟಂ, ತಿರುವಪ್ಪನ ತಿರುವಪ್ಪನ್ ಮಹೋತ್ಸವ, ಮಧ್ಯಾಹ್ನ 12 ಗಂಟೆಗೆ ಅನ್ನದಾನ, ಸ್ಥಳ: ಬೆಲವತ್ತ, ಮೈಸೂರು. ■ ಶ್ರೀಕಂಠ ಬುಕ್ ಹೌಸ್, ಮೈಸೂರು : ಪುಸ್ತಕ ಬಿಡುಗಡೆ ಸಮಾರಂಭ, ಸ್ಥಳ: ಕಲಾಮಂದಿರ, ಮನೆಯಂಗಳ, ಬೆಳಿಗ್ಗೆ 10.30ಕ್ಕೆ. ■ ಶ್ರೀ ಮುಕ್ತಿನಾಥೇಶ್ವರ ಸ್ವಾಮಿ ದೇವಸ್ಥಾನ : 55ನೇ ವರ್ಷದ ಮಹಾಶಿವರಾತ್ರಿ, ಬೆಳಿಗ್ಗೆ ಶ್ರೀ ಸ್ವಾಮಿಗೆ ಅಭಿಷೇಕ, ಸಂಜೆ ಅಲಂಕಾರ ಪೂಜೆ. xyxy=(495,819,989,928)
budget-photo-right xyxy=(1382,313,1484,436)
dropcap-2: 6 xyxy=(90,399,111,423)
budget-center2-sig: –ಜಿ.ಟಿ.ದೇವೇಗೌಡ, ಶಾಸಕರು xyxy=(996,465,1092,477)
accident-photo xyxy=(378,1164,476,1273)
divider xyxy=(495,813,989,814)
registration-dot-black xyxy=(1473,2324,1484,2334)
vertical-divider xyxy=(992,1510,993,2297)
divider xyxy=(495,1162,1484,1164)
tomorrow-palace-image xyxy=(495,540,989,729)
budget-photo-1 xyxy=(382,125,476,241)
couple-subhead: ಪತಿ ಸಾವನ್ನಪ್ಪಿದ ವಾರದೊಳಗೆ ಪತ್ನಿಯೂ ಸಾವು xyxy=(90,1374,476,1402)
today-banner xyxy=(495,1168,960,1209)
divider xyxy=(90,538,476,539)
couple-photo-husband xyxy=(301,1406,387,1516)
